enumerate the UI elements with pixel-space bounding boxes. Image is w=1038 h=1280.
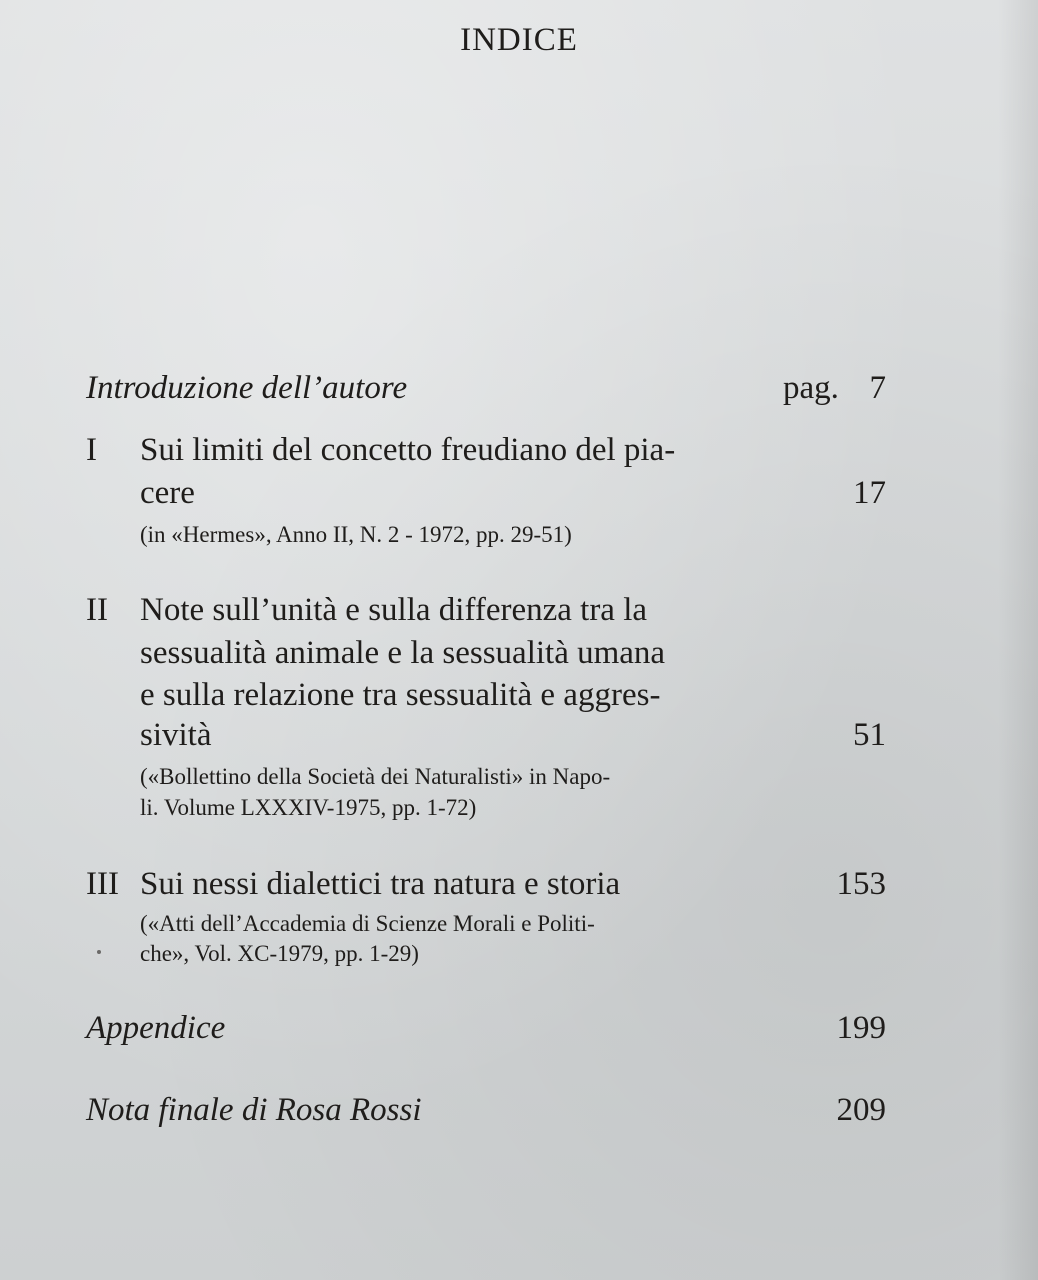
ch3-source-line1: («Atti dell’Accademia di Scienze Morali e Politi- (140, 911, 595, 936)
ch2-title-line2: sessualità animale e la sessualità umana (140, 635, 666, 671)
intro-page-number: 7 (869, 370, 886, 406)
ch2-numeral: II (86, 592, 108, 628)
ch1-title-line1: Sui limiti del concetto freudiano del pia- (140, 432, 676, 468)
page-edge-shadow (998, 0, 1038, 1280)
final-note-page-number: 209 (836, 1092, 886, 1128)
ch2-title-line4: sività (140, 717, 212, 753)
ch2-source-line2: li. Volume LXXXIV-1975, pp. 1-72) (140, 795, 477, 820)
ch2-page-number: 51 (853, 717, 886, 753)
ch2-title-line3: e sulla relazione tra sessualità e aggres- (140, 677, 661, 713)
ch1-title-line2: cere (140, 475, 195, 511)
paper-speck (97, 950, 101, 954)
page-title: INDICE (460, 22, 578, 58)
ch3-numeral: III (86, 866, 119, 902)
ch3-page-number: 153 (836, 866, 886, 902)
ch2-source-line1: («Bollettino della Società dei Naturalisti» in Napo- (140, 764, 611, 789)
appendix-page-number: 199 (836, 1010, 886, 1046)
ch3-source-line2: che», Vol. XC-1979, pp. 1-29) (140, 941, 419, 966)
ch1-numeral: I (86, 432, 97, 468)
intro-pag-prefix: pag. (783, 370, 839, 406)
intro-label: Introduzione dell’autore (86, 370, 408, 406)
ch2-title-line1: Note sull’unità e sulla differenza tra la (140, 592, 648, 628)
ch1-source: (in «Hermes», Anno II, N. 2 - 1972, pp. 29-51) (140, 522, 572, 547)
ch3-title-line1: Sui nessi dialettici tra natura e storia (140, 866, 621, 902)
final-note-label: Nota finale di Rosa Rossi (86, 1092, 422, 1128)
appendix-label: Appendice (86, 1010, 226, 1046)
ch1-page-number: 17 (853, 475, 886, 511)
